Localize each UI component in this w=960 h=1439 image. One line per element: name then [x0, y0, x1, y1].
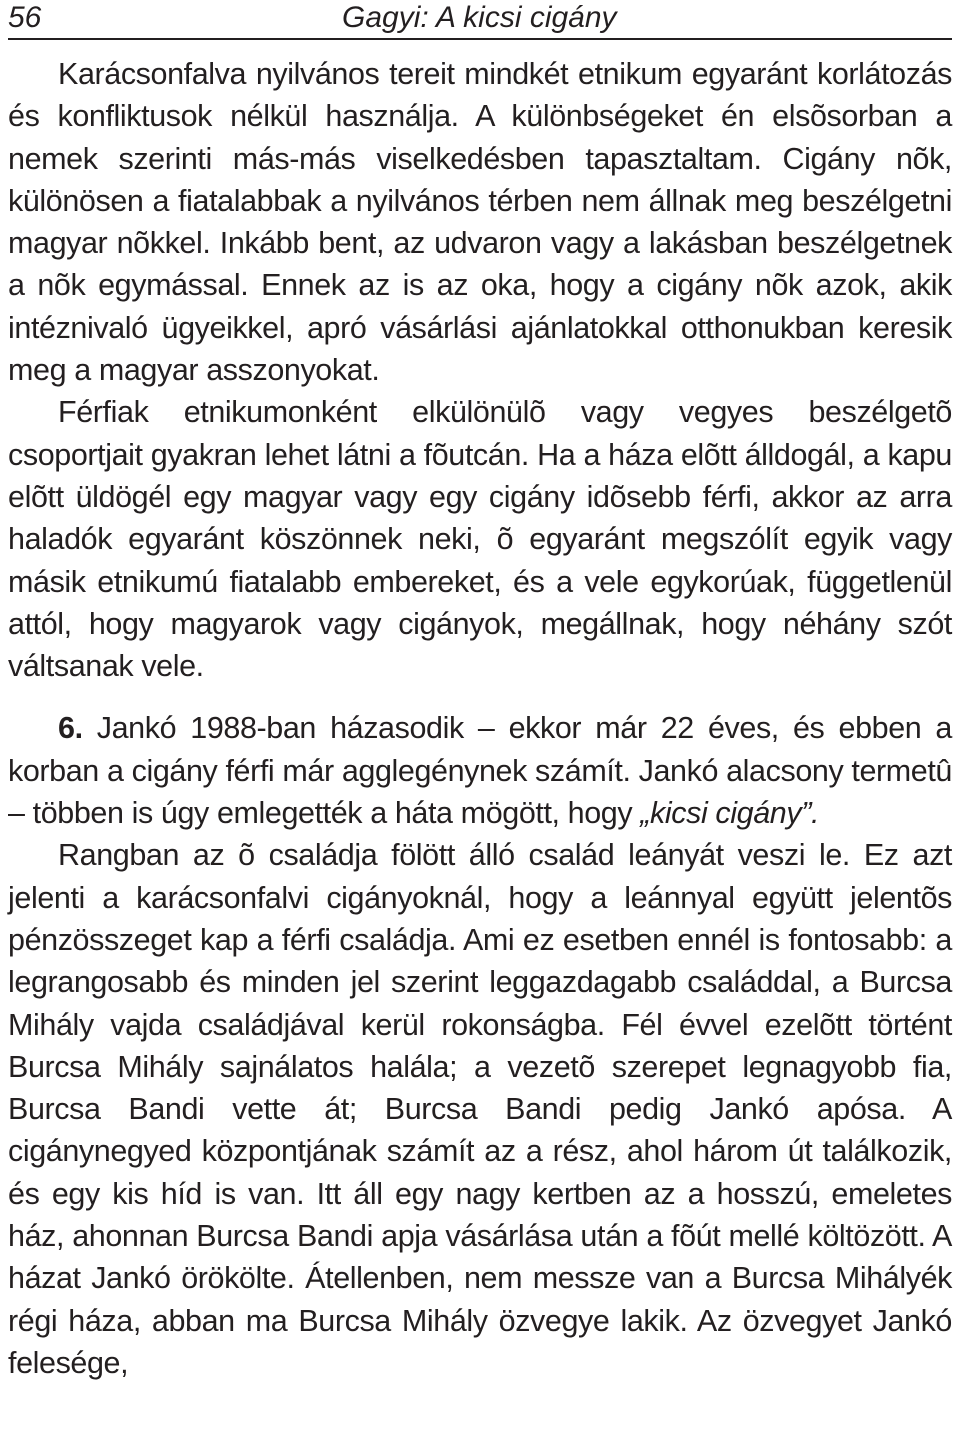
- page-number: 56: [8, 1, 42, 34]
- paragraph-3: [8, 707, 952, 834]
- italic-quote: „kicsi cigány”.: [640, 796, 820, 831]
- page-header: [8, 0, 952, 40]
- body-text: [8, 53, 952, 1384]
- paragraph-1: Karácsonfalva nyilvános tereit mindkét etnikum egyaránt korlátozás és konfliktusok nélkül használja. A különbségeket én elsõsorban a nemek szerinti más-más viselkedésben tapasztaltam. Cigány nõk, különösen a fiatalabbak a nyilvános térben nem állnak meg beszélgetni magyar nõkkel. Inkább bent, az udvaron vagy a lakásban beszélgetnek a nõk egymással. Ennek az is az oka, hogy a cigány nõk azok, akik intéznivaló ügyeikkel, apró vásárlási ajánlatokkal otthonukban keresik meg a magyar asszonyokat.: [8, 57, 952, 388]
- running-title: Gagyi: A kicsi cigány: [342, 1, 617, 34]
- paragraph-3-text: Jankó 1988-ban házasodik – ekkor már 22 éves, és ebben a korban a cigány férfi már agglegénynek számít. Jankó alacsony termetû – többen is úgy emlegették a háta mögött, hogy: [8, 711, 952, 831]
- paragraph-4: Rangban az õ családja fölött álló család leányát veszi le. Ez azt jelenti a karácsonfalvi cigányoknál, hogy a leánnyal együtt jelentõs pénzösszeget kap a férfi családja. Ami ez esetben ennél is fontosabb: a legrangosabb és minden jel szerint leggazdagabb családdal, a Burcsa Mihály vajda családjával kerül rokonságba. Fél évvel ezelõtt történt Burcsa Mihály sajnálatos halála; a vezetõ szerepet legnagyobb fia, Burcsa Bandi vette át; Burcsa Bandi pedig Jankó apósa. A cigánynegyed központjának számít az a rész, ahol három út találkozik, és egy kis híd is van. Itt áll egy nagy kertben az a hosszú, emeletes ház, ahonnan Burcsa Bandi apja vásárlása után a fõút mellé költözött. A házat Jankó örökölte. Átellenben, nem messze van a Burcsa Mihályék régi háza, abban ma Burcsa Mihály özvegye lakik. Az özvegyet Jankó felesége,: [8, 838, 952, 1380]
- book-page: [8, 0, 952, 1380]
- paragraph-2: Férfiak etnikumonként elkülönülõ vagy vegyes beszélgetõ csoportjait gyakran lehet látni a fõutcán. Ha a háza elõtt álldogál, a kapu elõtt üldögél egy magyar vagy egy cigány idõsebb férfi, akkor az arra haladók egyaránt köszönnek neki, õ egyaránt megszólít egyik vagy másik etnikumú fiatalabb embereket, és a vele egykorúak, függetlenül attól, hogy magyarok vagy cigányok, megállnak, hogy néhány szót váltsanak vele.: [8, 395, 952, 684]
- section-number: 6.: [58, 711, 83, 746]
